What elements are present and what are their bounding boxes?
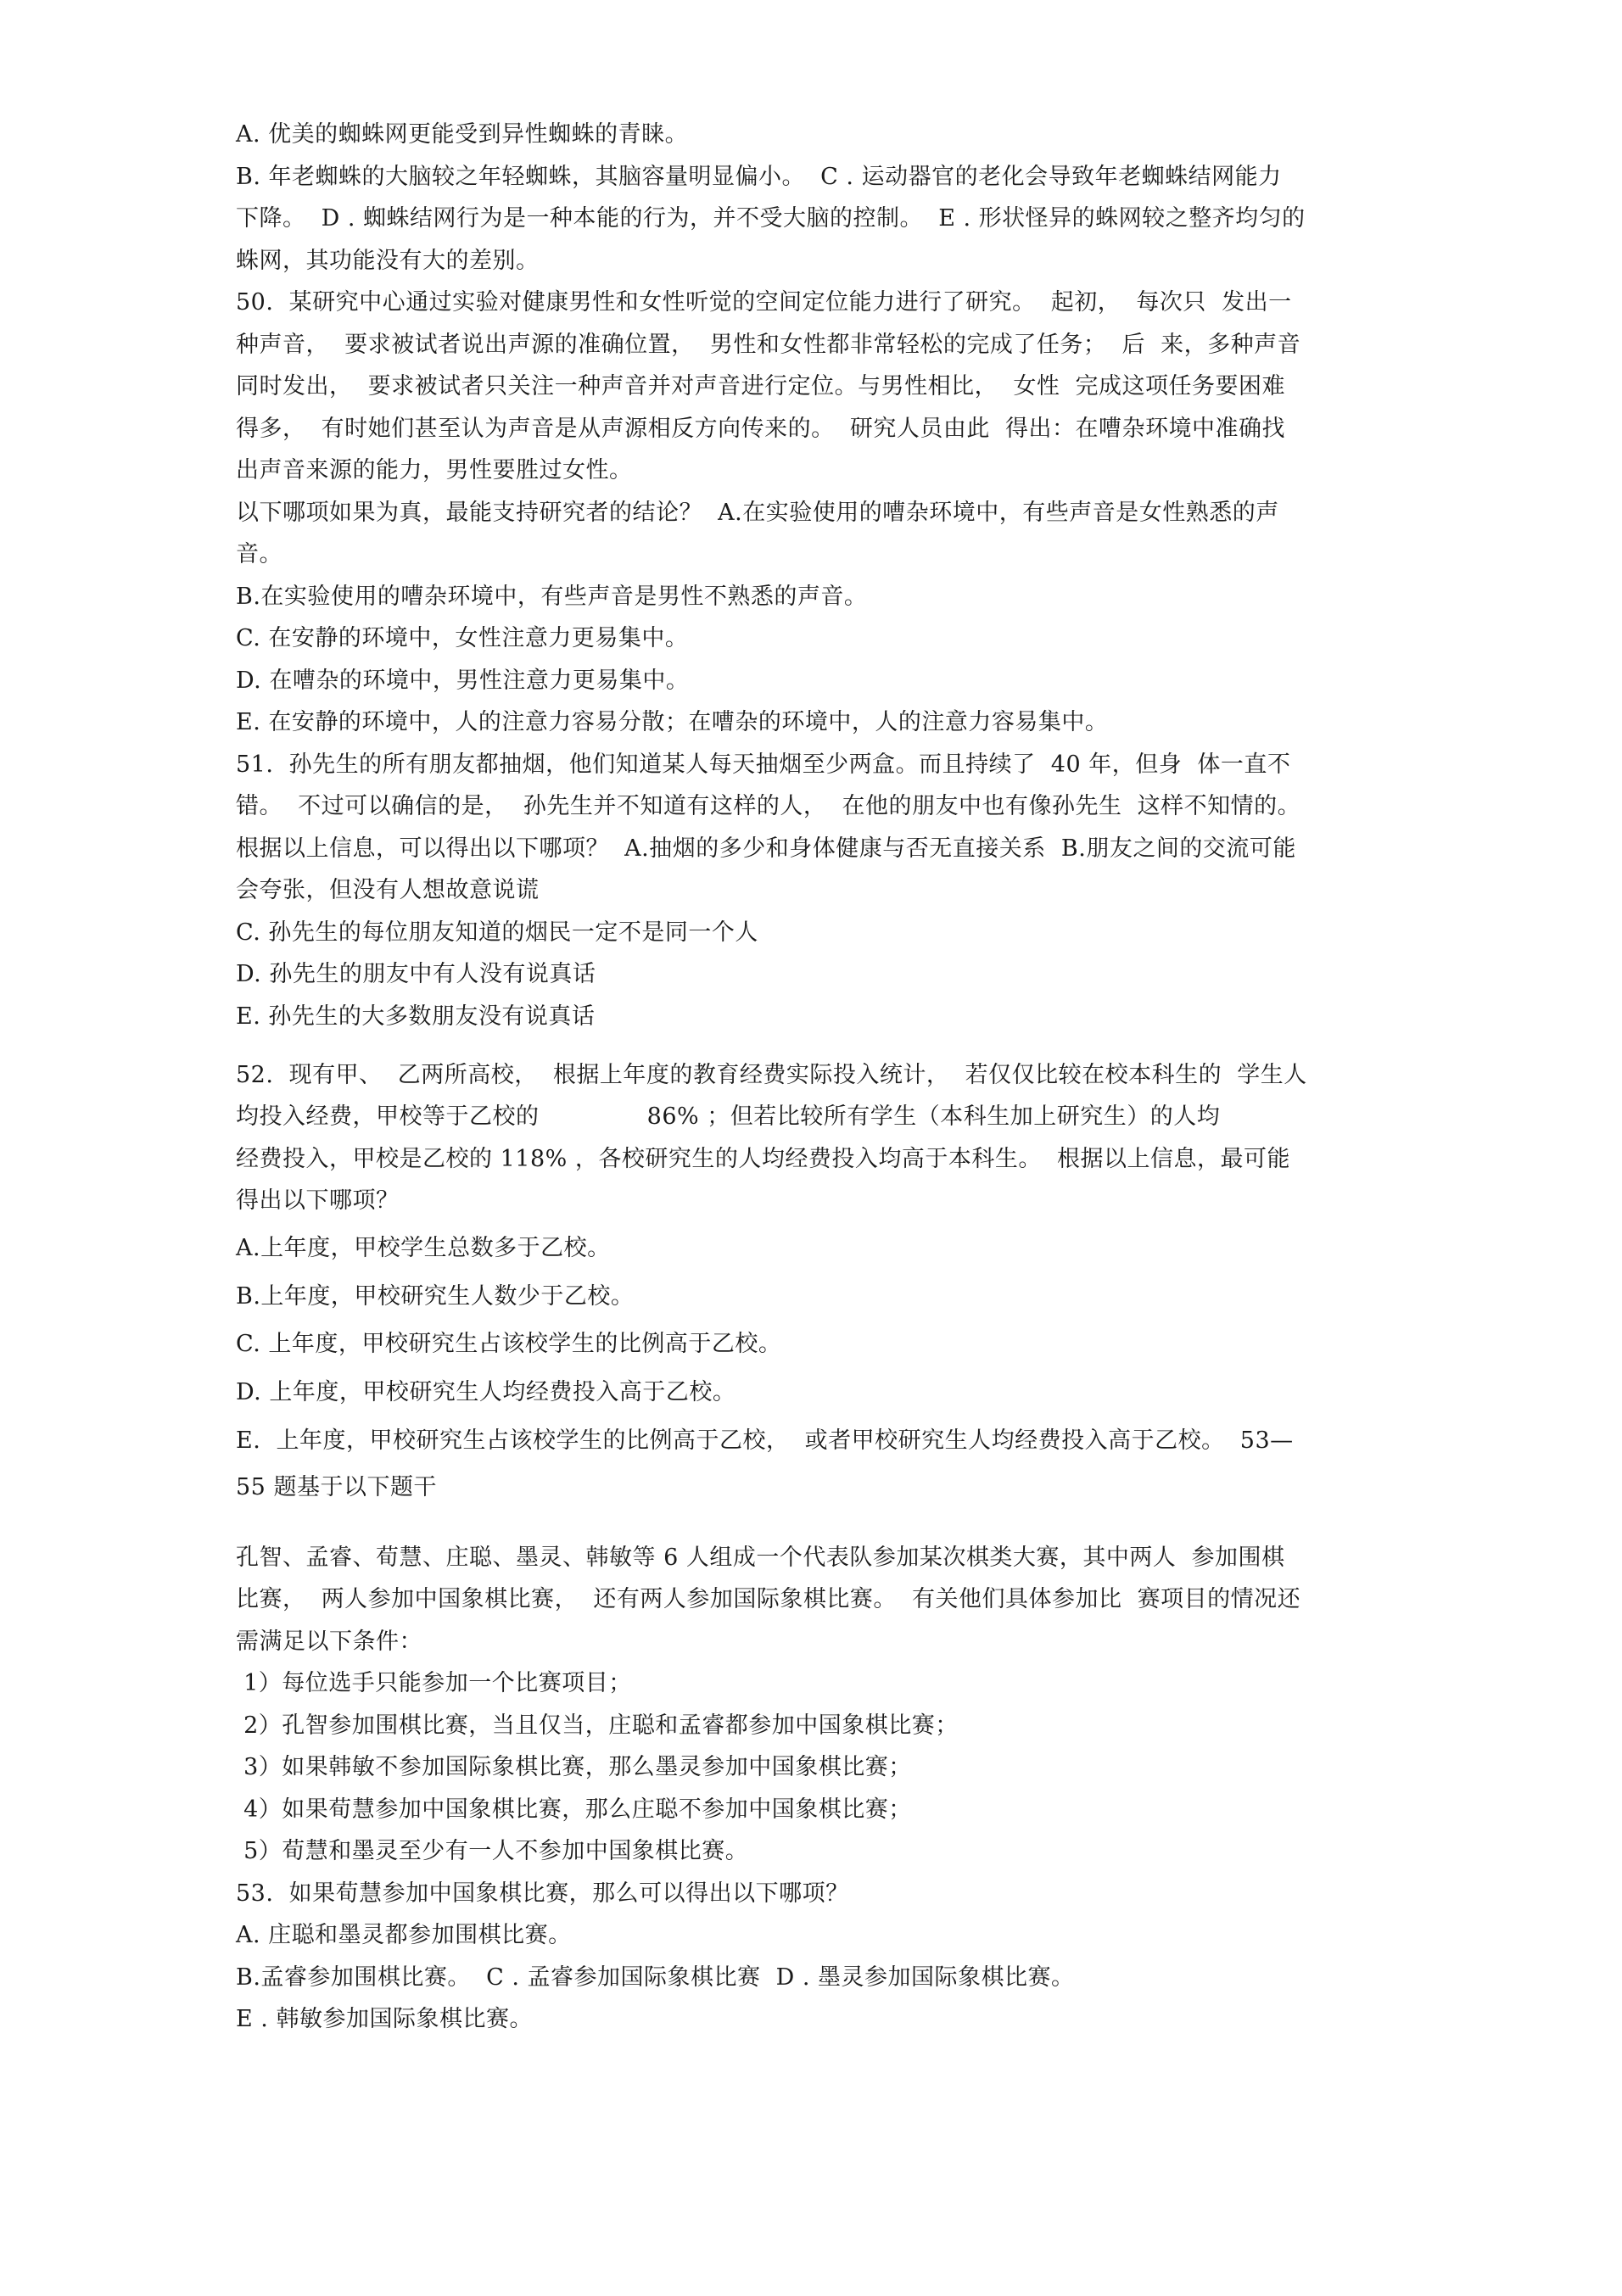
option-49-a: A. 优美的蜘蛛网更能受到异性蜘蛛的青睐。 [236,121,689,148]
option-51-b-cont: 会夸张，但没有人想故意说谎 [236,877,540,903]
option-53-e: E . 韩敏参加国际象棋比赛。 [236,2006,533,2032]
question-50-line-5: 出声音来源的能力，男性要胜过女性。 [236,457,633,483]
option-51-e: E. 孙先生的大多数朋友没有说真话 [236,1003,596,1030]
option-50-b: B.在实验使用的嘈杂环境中，有些声音是男性不熟悉的声音。 [236,584,868,610]
question-52-line-2: 均投入经费，甲校等于乙校的 86% ；但若比较所有学生（本科生加上研究生）的人均 [236,1103,1221,1130]
question-51-line-1: 51. 孙先生的所有朋友都抽烟，他们知道某人每天抽烟至少两盒。而且持续了 40 年，但身 体一直不 [236,751,1291,778]
option-50-c: C. 在安静的环境中，女性注意力更易集中。 [236,625,689,651]
condition-3: 3）如果韩敏不参加国际象棋比赛，那么墨灵参加中国象棋比赛； [236,1754,912,1780]
option-52-c: C. 上年度，甲校研究生占该校学生的比例高于乙校。 [236,1331,782,1357]
option-53-b-c-d: B.孟睿参加围棋比赛。 C . 孟睿参加国际象棋比赛 D . 墨灵参加国际象棋比赛。 [236,1964,1075,1991]
stem-53-55-line-1: 孔智、孟睿、荀慧、庄聪、墨灵、韩敏等 6 人组成一个代表队参加某次棋类大赛，其中两人 参加围棋 [236,1545,1285,1571]
option-52-b: B.上年度，甲校研究生人数少于乙校。 [236,1283,635,1310]
question-52-line-1: 52. 现有甲、 乙两所高校， 根据上年度的教育经费实际投入统计， 若仅仅比较在校本科生的 学生人 [236,1062,1307,1088]
option-52-e: E. 上年度，甲校研究生占该校学生的比例高于乙校， 或者甲校研究生人均经费投入高于乙校。 53— [236,1427,1294,1454]
section-53-55-heading: 55 题基于以下题干 [236,1474,437,1500]
option-49-b-c: B. 年老蜘蛛的大脑较之年轻蜘蛛，其脑容量明显偏小。 C . 运动器官的老化会导致年老蜘蛛结网能力 [236,164,1282,190]
option-49-e-cont: 蛛网，其功能没有大的差别。 [236,248,540,274]
option-50-d: D. 在嘈杂的环境中，男性注意力更易集中。 [236,668,690,694]
question-53: 53. 如果荀慧参加中国象棋比赛，那么可以得出以下哪项？ [236,1880,849,1907]
option-51-c: C. 孙先生的每位朋友知道的烟民一定不是同一个人 [236,919,758,946]
question-50-line-3: 同时发出， 要求被试者只关注一种声音并对声音进行定位。与男性相比， 女性 完成这项任务要困难 [236,373,1285,399]
option-53-a: A. 庄聪和墨灵都参加围棋比赛。 [236,1922,572,1948]
option-51-d: D. 孙先生的朋友中有人没有说真话 [236,961,596,987]
option-52-a: A.上年度，甲校学生总数多于乙校。 [236,1235,611,1261]
question-50-prompt: 以下哪项如果为真，最能支持研究者的结论？ A.在实验使用的嘈杂环境中，有些声音是女性熟悉的声 [236,500,1279,526]
question-50-line-2: 种声音， 要求被试者说出声源的准确位置， 男性和女性都非常轻松的完成了任务； 后 来，多种声音 [236,332,1301,358]
condition-4: 4）如果荀慧参加中国象棋比赛，那么庄聪不参加中国象棋比赛； [236,1796,912,1823]
question-50-line-1: 50. 某研究中心通过实验对健康男性和女性听觉的空间定位能力进行了研究。 起初， 每次只 发出一 [236,289,1292,316]
option-50-e: E. 在安静的环境中，人的注意力容易分散；在嘈杂的环境中，人的注意力容易集中。 [236,709,1109,735]
question-52-line-4: 得出以下哪项？ [236,1187,400,1214]
option-52-d: D. 上年度，甲校研究生人均经费投入高于乙校。 [236,1379,736,1405]
question-50-line-4: 得多， 有时她们甚至认为声音是从声源相反方向传来的。 研究人员由此 得出：在嘈杂环境中准确找 [236,416,1285,442]
option-50-a-cont: 音。 [236,541,282,567]
question-51-prompt: 根据以上信息，可以得出以下哪项？ A.抽烟的多少和身体健康与否无直接关系 B.朋友之间的交流可能 [236,835,1296,862]
condition-1: 1）每位选手只能参加一个比赛项目； [236,1670,632,1696]
stem-53-55-line-3: 需满足以下条件： [236,1628,422,1655]
condition-2: 2）孔智参加围棋比赛，当且仅当，庄聪和孟睿都参加中国象棋比赛； [236,1712,959,1739]
condition-5: 5）荀慧和墨灵至少有一人不参加中国象棋比赛。 [236,1838,749,1864]
option-49-c-d-e: 下降。 D . 蜘蛛结网行为是一种本能的行为，并不受大脑的控制。 E . 形状怪异的蛛网较之整齐均匀的 [236,205,1306,232]
question-52-line-3: 经费投入，甲校是乙校的 118% ，各校研究生的人均经费投入均高于本科生。 根据以上信息，最可能 [236,1146,1291,1172]
stem-53-55-line-2: 比赛， 两人参加中国象棋比赛， 还有两人参加国际象棋比赛。 有关他们具体参加比 赛项目的情况还 [236,1586,1301,1612]
question-51-line-2: 错。 不过可以确信的是， 孙先生并不知道有这样的人， 在他的朋友中也有像孙先生 这样不知情的。 [236,793,1301,819]
